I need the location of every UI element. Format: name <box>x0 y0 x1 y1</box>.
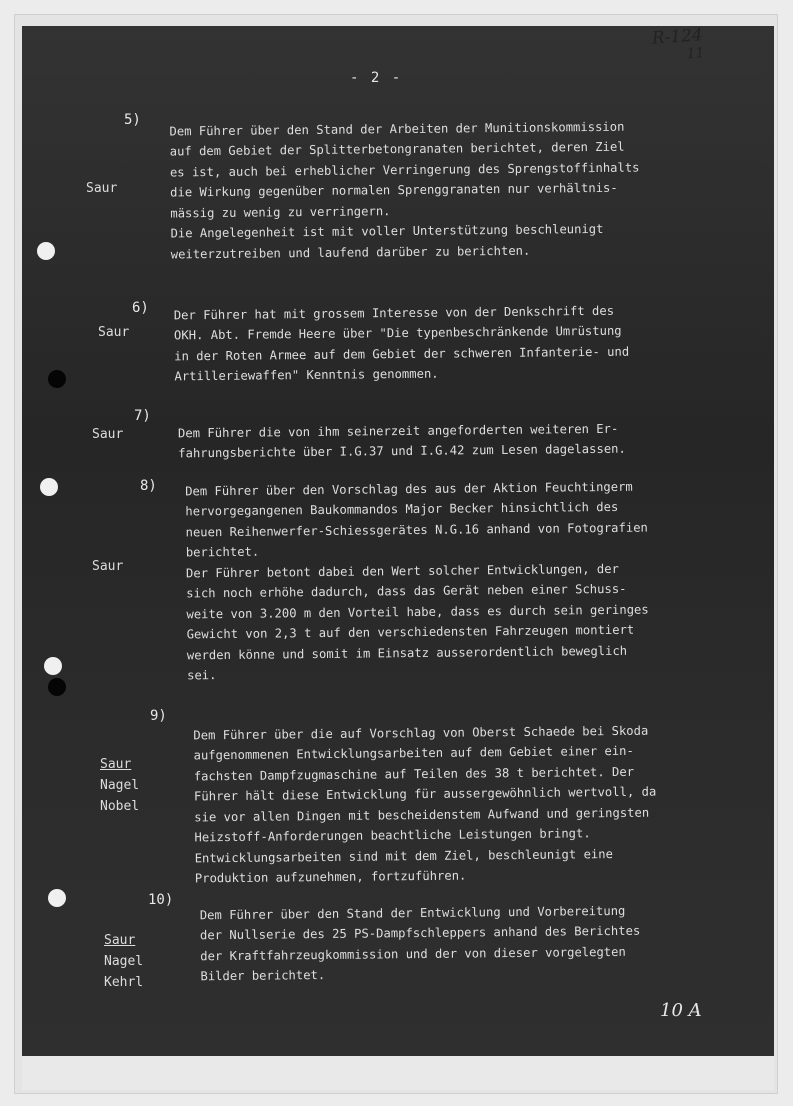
punch-hole <box>48 370 66 388</box>
item-number: 7) <box>134 408 151 424</box>
item-names: Saur <box>86 181 118 196</box>
punch-hole <box>48 678 66 696</box>
punch-hole <box>48 889 66 907</box>
item-names: Saur <box>92 427 124 442</box>
item-names: Saur <box>98 325 130 340</box>
handwritten-reference: R-124 11 <box>651 25 705 63</box>
page-number: - 2 - <box>350 70 403 86</box>
item-text: Dem Führer die von ihm seinerzeit angeforderten weiteren Er- fahrungsberichte über I.G.37 und I.G.42 zum Lesen dagelassen. <box>177 421 626 461</box>
bottom-margin <box>22 1056 774 1090</box>
item-text: Dem Führer über den Stand der Arbeiten der Munitionskommission auf dem Gebiet der Splitterbetongranaten berichtet, deren Ziel es ist, auch bei erheblicher Verringerung des Sprengstoffinhalts die Wirkung gegenüber normalen Sprenggranaten nur verhältnis- mässig zu wenig zu verringern. Die Angelegenheit ist mit voller Unterstützung beschleunigt weiterzutreiben und laufend darüber zu berichten. <box>169 119 640 261</box>
item-text: Dem Führer über den Stand der Entwicklung und Vorbereitung der Nullserie des 25 PS-Dampfschleppers anhand des Berichtes der Kraftfahrzeugkommission und der von dieser vorgelegten Bilder berichtet. <box>199 903 641 984</box>
punch-hole <box>44 657 62 675</box>
item-text: Dem Führer über die auf Vorschlag von Oberst Schaede bei Skoda aufgenommenen Entwicklungsarbeiten auf dem Gebiet einer ein- fachsten Dampfzugmaschine auf Teilen des 38 t berichtet. Der Führer hält diese Entwicklung für aussergewöhnlich wertvoll, da sie vor allen Dingen mit bescheidenstem Aufwand und geringsten Heizstoff-Anforderungen beachtliche Leistungen bringt. Entwicklungsarbeiten sind mit dem Ziel, beschleunigt eine Produktion aufzunehmen, fortzuführen. <box>193 723 657 886</box>
item-number: 10) <box>148 892 174 908</box>
punch-hole <box>40 478 58 496</box>
item-names: Saur Nagel Kehrl <box>104 933 144 990</box>
item-text: Dem Führer über den Vorschlag des aus der Aktion Feuchtingerm hervorgegangenen Baukommandos Major Becker hinsichtlich des neuen Reihenwerfer-Schiessgerätes N.G.16 anhand von Fotografien berichtet. Der Führer betont dabei den Wert solcher Entwicklungen, der sich noch erhöhe dadurch, dass das Gerät neben einer Schuss- weite von 3.200 m den Vorteil habe, dass es durch sein geringes Gewicht von 2,3 t auf den verschiedensten Fahrzeugen montiert werden könne und somit im Einsatz ausserordentlich beweglich sei. <box>185 479 649 683</box>
item-number: 8) <box>140 478 157 494</box>
item-number: 9) <box>150 708 167 724</box>
item-number: 6) <box>132 300 149 316</box>
item-names: Saur <box>92 559 124 574</box>
handwritten-page-note: 10 A <box>660 1000 702 1021</box>
punch-hole <box>37 242 55 260</box>
item-number: 5) <box>124 112 141 128</box>
item-text: Der Führer hat mit grossem Interesse von der Denkschrift des OKH. Abt. Fremde Heere über "Die typenbeschränkende Umrüstung in der Roten Armee auf dem Gebiet der schweren Infanterie- und Artilleriewaffen" Kenntnis genommen. <box>173 303 630 384</box>
item-names: Saur Nagel Nobel <box>100 757 140 814</box>
